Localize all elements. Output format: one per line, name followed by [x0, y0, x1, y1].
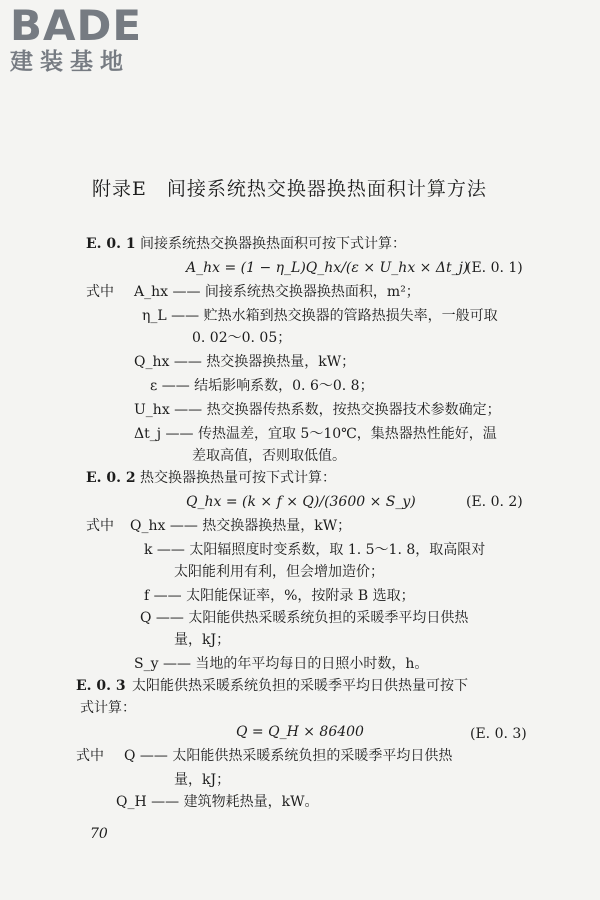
def-line: Q_hx —— 热交换器换热量，kW； [134, 354, 356, 370]
section-number-e02: E. 0. 2 [86, 470, 136, 486]
def-line: U_hx —— 热交换器传热系数，按热交换器技术参数确定； [134, 402, 501, 418]
def-line: ε —— 结垢影响系数，0. 6～0. 8； [150, 378, 374, 394]
formula-e02: Q_hx = (k × f × Q)/(3600 × S_y) [186, 494, 416, 510]
appendix-title: 附录E 间接系统热交换器换热面积计算方法 [92, 178, 487, 200]
logo-subtitle: 建装基地 [10, 49, 130, 75]
def-line: f —— 太阳能保证率，%，按附录 B 选取； [144, 588, 415, 604]
def-line: k —— 太阳辐照度时变系数，取 1. 5～1. 8，取高限对 [144, 542, 486, 558]
section-intro-e01: 间接系统热交换器换热面积可按下式计算： [140, 236, 406, 252]
def-line: 量，kJ； [174, 772, 231, 788]
where-label-e03: 式中 [76, 748, 104, 764]
bade-logo [10, 1, 143, 76]
def-line: A_hx —— 间接系统热交换器换热面积，m²； [134, 284, 420, 300]
def-line: 太阳能利用有利，但会增加造价； [174, 564, 384, 580]
def-line: Q —— 太阳能供热采暖系统负担的采暖季平均日供热 [140, 610, 469, 626]
where-label-e01: 式中 [86, 284, 114, 300]
def-line: Q_H —— 建筑物耗热量，kW。 [116, 794, 319, 810]
formula-e01: A_hx = (1 − η_L)Q_hx/(ε × U_hx × Δt_j) [186, 260, 469, 276]
section-number-e01: E. 0. 1 [86, 236, 136, 252]
formula-number-e03: (E. 0. 3) [470, 726, 527, 742]
def-line: 0. 02～0. 05； [192, 330, 292, 346]
page-number: 70 [90, 826, 108, 842]
section-intro-e02: 热交换器换热量可按下式计算： [140, 470, 336, 486]
formula-number-e02: (E. 0. 2) [466, 494, 523, 510]
def-line: 量，kJ； [174, 632, 231, 648]
section-intro-e03-cont: 式计算： [80, 700, 136, 716]
def-line: Q_hx —— 热交换器换热量，kW； [130, 518, 352, 534]
logo-brand: BADE [10, 1, 143, 50]
def-line: 差取高值，否则取低值。 [192, 448, 346, 464]
section-intro-e03: 太阳能供热采暖系统负担的采暖季平均日供热量可按下 [132, 678, 468, 694]
def-line: Δt_j —— 传热温差，宜取 5～10℃，集热器热性能好，温 [134, 426, 497, 442]
def-line: S_y —— 当地的年平均每日的日照小时数，h。 [134, 656, 429, 672]
where-label-e02: 式中 [86, 518, 114, 534]
def-line: Q —— 太阳能供热采暖系统负担的采暖季平均日供热 [124, 748, 453, 764]
def-line: η_L —— 贮热水箱到热交换器的管路热损失率，一般可取 [142, 308, 498, 324]
section-number-e03: E. 0. 3 [76, 678, 126, 694]
formula-e03: Q = Q_H × 86400 [236, 724, 364, 740]
formula-number-e01: (E. 0. 1) [466, 260, 523, 276]
